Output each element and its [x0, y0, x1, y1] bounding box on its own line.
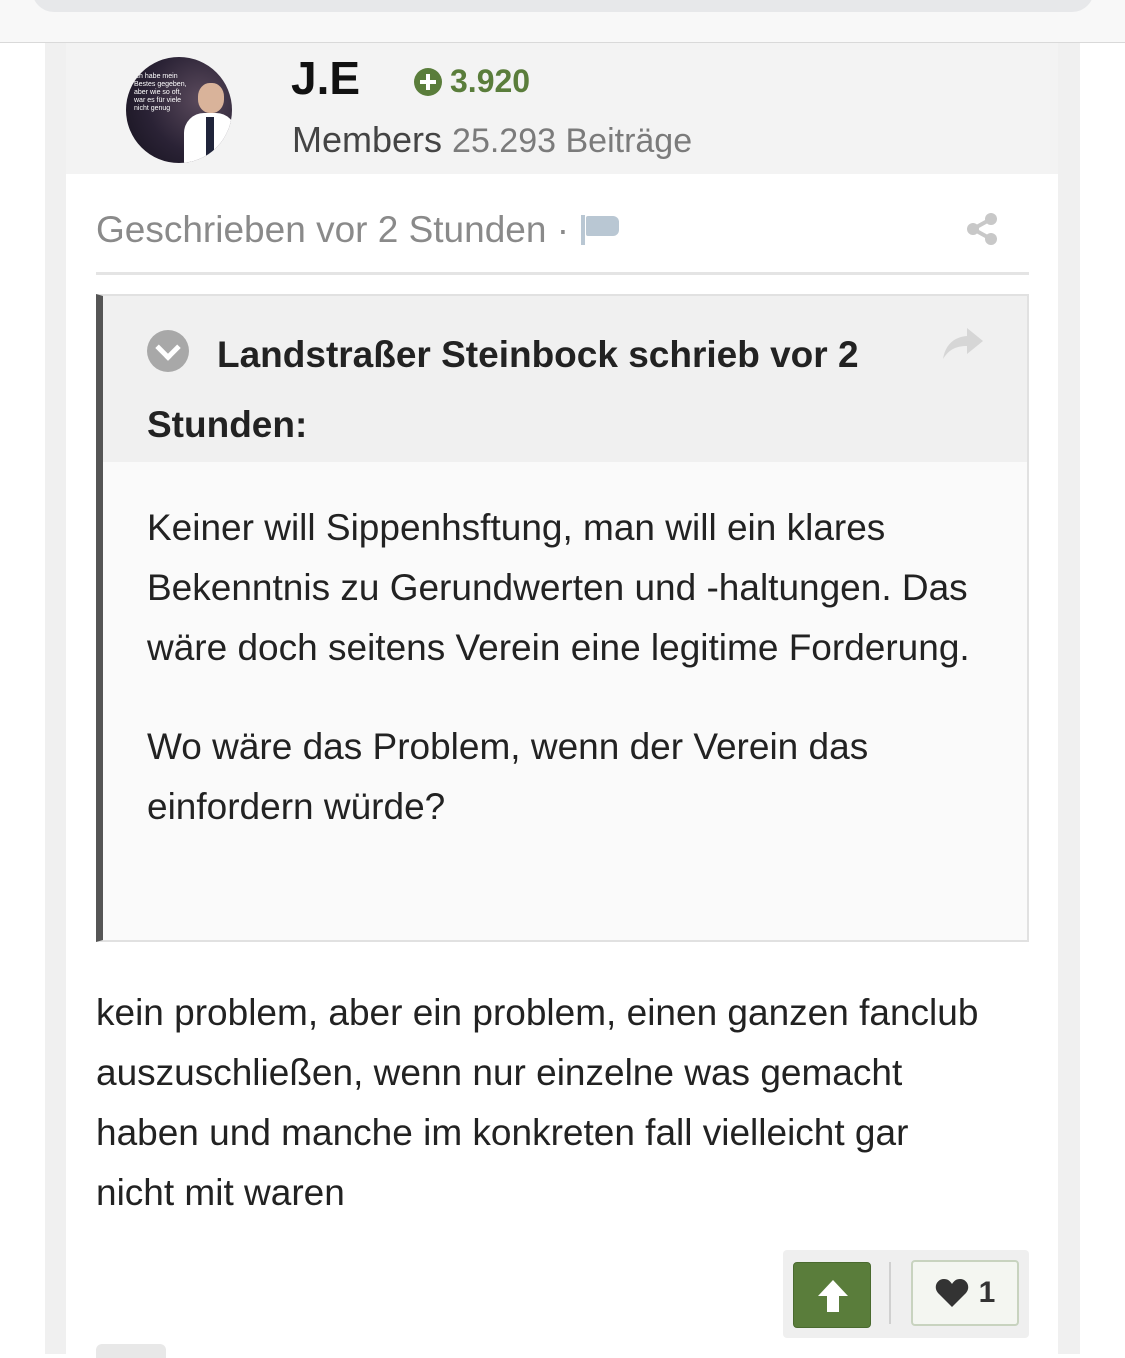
- heart-icon: [935, 1278, 969, 1308]
- reputation-value: 3.920: [450, 63, 531, 99]
- member-info: [292, 119, 692, 161]
- meta-divider: [96, 272, 1029, 275]
- next-post-stub: [96, 1344, 166, 1358]
- flag-icon[interactable]: [581, 215, 621, 245]
- author-bar: [66, 43, 1058, 174]
- reply-icon[interactable]: [941, 326, 985, 362]
- avatar[interactable]: [126, 57, 232, 163]
- post-card: [66, 43, 1058, 1354]
- like-count: 1: [978, 1276, 996, 1309]
- avatar-person-head: [198, 83, 224, 113]
- author-name[interactable]: J.E: [291, 52, 361, 104]
- quote-citation[interactable]: Landstraßer Steinbock schrieb vor 2 Stunden:: [147, 334, 859, 445]
- avatar-caption: ich habe mein Bestes gegeben, aber wie so oft, war es für viele nicht genug: [134, 73, 187, 112]
- post-timestamp[interactable]: Geschrieben vor 2 Stunden ·: [96, 209, 570, 250]
- reaction-bar: [783, 1250, 1029, 1338]
- post-count: 25.293 Beiträge: [452, 122, 693, 160]
- quote-block: [96, 294, 1029, 942]
- member-group: Members: [292, 119, 443, 160]
- quote-paragraph: Wo wäre das Problem, wenn der Verein das einfordern würde?: [147, 726, 869, 827]
- like-button[interactable]: [911, 1260, 1019, 1326]
- quote-paragraph: Keiner will Sippenhsftung, man will ein klares Bekenntnis zu Gerundwerten und -haltungen. Das wäre doch seitens Verein eine legitime Forderung.: [147, 507, 970, 668]
- quote-content: [147, 498, 987, 837]
- share-icon[interactable]: [964, 211, 1000, 247]
- plus-circle-icon: [414, 68, 442, 96]
- quote-header: [103, 296, 1027, 462]
- arrow-up-icon: [794, 1263, 872, 1329]
- browser-top-bar: [0, 0, 1125, 43]
- post-meta: [96, 209, 621, 251]
- reaction-divider: [889, 1262, 891, 1324]
- address-bar[interactable]: [32, 0, 1094, 12]
- reputation-badge[interactable]: [414, 63, 530, 100]
- avatar-person-tie: [206, 117, 214, 157]
- upvote-button[interactable]: [793, 1262, 871, 1328]
- post-content: kein problem, aber ein problem, einen ganzen fanclub auszuschließen, wenn nur einzelne was gemacht haben und manche im konkreten fall vielleicht gar nicht mit waren: [96, 992, 979, 1213]
